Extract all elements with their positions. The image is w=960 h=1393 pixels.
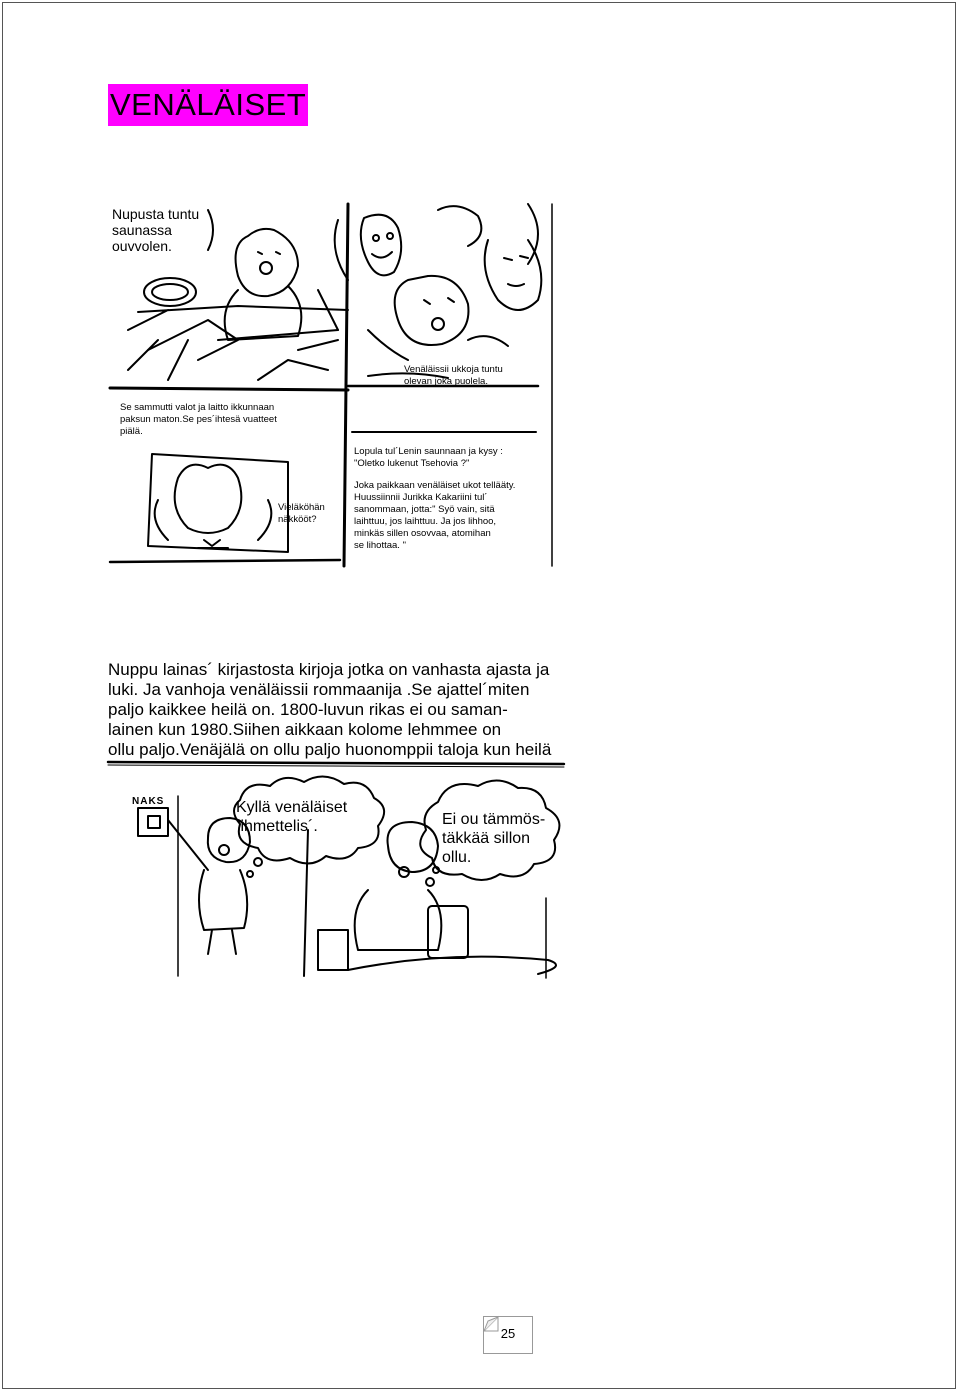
panel-4-caption-a: Lopula tul´Lenin saunnaan ja kysy : "Oletko lukenut Tsehovia ?" xyxy=(354,446,503,469)
panel-2-caption: Venäläissii ukkoja tuntu olevan joka puolela. xyxy=(404,364,503,387)
panel-3-speech: Vieläköhän näkkööt? xyxy=(278,502,325,525)
page-number: 25 xyxy=(500,1326,516,1341)
comic-strip-2 xyxy=(108,650,580,980)
page-number-box xyxy=(483,1316,533,1354)
panel-3-caption: Se sammutti valot ja laitto ikkunnaan paksun maton.Se pes´ihtesä vuatteet piälä. xyxy=(120,402,277,437)
thought-bubble-right: Ei ou tämmös- täkkää sillon ollu. xyxy=(442,811,546,866)
comic-2-caption: Nuppu lainas´ kirjastosta kirjoja jotka on vanhasta ajasta ja luki. Ja vanhoja venäläissii rommaanija .Se ajattel´miten paljo kaikkee heilä on. 1800-luvun rikas ei ou saman- lainen kun 1980.Siihen aikkaan kolome lehmmee on ollu paljo.Venäjälä on ollu paljo huonomppii taloja kun heilä xyxy=(108,660,552,759)
panel-1-caption: Nupusta tuntu saunassa ouvvolen. xyxy=(112,206,200,254)
panel-4-caption-b: Joka paikkaan venäläiset ukot tellääty. Huussiinnii Jurikka Kakariini tul´ sanommaan, jotta:" Syö vain, sitä laihttuu, jos laihttuu. Ja jos lihhoo, minkäs sillen osovvaa, atomihan se lihottaa. " xyxy=(354,480,516,551)
page-title: VENÄLÄISET xyxy=(108,84,308,126)
comic-strip-1 xyxy=(108,200,554,568)
sound-effect-naks: NAKS xyxy=(132,796,165,807)
page-curl-icon xyxy=(484,1317,498,1331)
thought-bubble-left: Kyllä venäläiset ihmettelis´. xyxy=(236,799,348,835)
